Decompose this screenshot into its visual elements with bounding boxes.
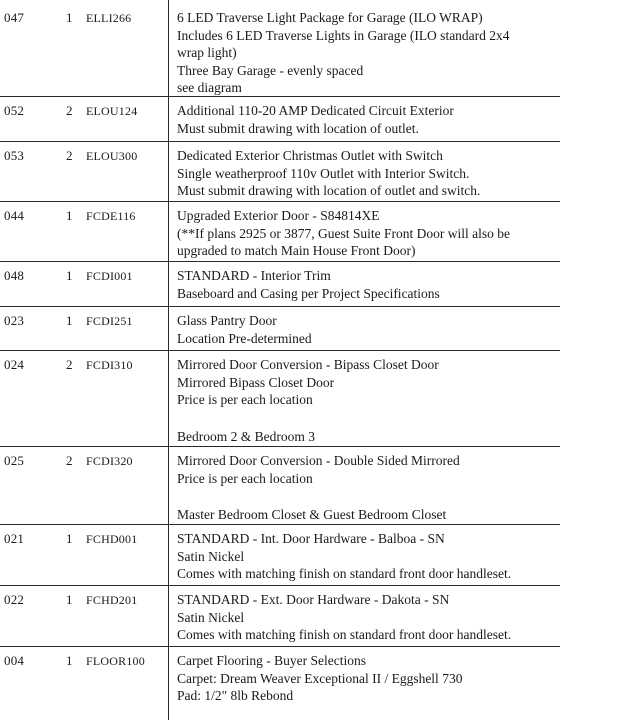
option-sku: FCDE116 [86,209,136,223]
option-title: Mirrored Door Conversion - Bipass Closet Door [177,357,439,372]
option-description [177,356,557,409]
option-sku: FCDI320 [86,454,133,468]
option-sku: ELOU300 [86,149,138,163]
option-description [177,530,557,583]
option-sku: FCHD001 [86,532,138,546]
option-description [177,312,557,347]
option-code: 047 [4,10,25,25]
option-sku: ELLI266 [86,11,132,25]
option-title: Glass Pantry Door [177,313,277,328]
option-title: 6 LED Traverse Light Package for Garage (ILO WRAP) [177,10,483,25]
option-detail-line: Three Bay Garage - evenly spaced [177,62,364,78]
option-quantity: 1 [66,653,73,668]
option-title: Dedicated Exterior Christmas Outlet with Switch [177,148,443,163]
option-detail-line: upgraded to match Main House Front Door) [177,243,416,258]
option-description [177,652,557,705]
row-divider [0,646,560,647]
option-title: STANDARD - Int. Door Hardware - Balboa - SN [177,531,445,546]
option-code: 052 [4,103,25,118]
option-quantity: 2 [66,453,73,468]
option-quantity: 2 [66,357,73,372]
option-code: 004 [4,653,25,668]
row-divider [0,446,560,447]
option-title: STANDARD - Interior Trim [177,268,331,283]
option-detail-line: Price is per each location [177,392,313,407]
option-detail-line: Comes with matching finish on standard front door handleset. [177,627,512,642]
option-quantity: 1 [66,10,73,25]
option-title: Carpet Flooring - Buyer Selections [177,653,366,668]
row-divider [0,585,560,586]
option-title: Upgraded Exterior Door - S84814XE [177,208,380,223]
row-divider [0,350,560,351]
option-code: 025 [4,453,25,468]
option-sku: FCDI251 [86,314,133,328]
option-detail-line: Satin Nickel [177,609,245,625]
option-detail-line: Baseboard and Casing per Project Specifications [177,285,440,301]
option-code: 048 [4,268,25,283]
row-divider [0,524,560,525]
option-description [177,267,557,302]
option-detail-line: Price is per each location [177,470,313,486]
option-code: 023 [4,313,25,328]
row-divider [0,261,560,262]
option-detail-line: Pad: 1/2" 8lb Rebond [177,688,294,703]
option-detail-line: Includes 6 LED Traverse Lights in Garage (ILO standard 2x4 [177,27,510,43]
option-detail-line: Location Pre-determined [177,330,312,346]
column-divider [168,0,169,720]
option-description [177,207,557,260]
option-description [177,452,557,487]
option-title: STANDARD - Ext. Door Hardware - Dakota - SN [177,592,450,607]
option-sku: FCHD201 [86,593,138,607]
option-sku: FLOOR100 [86,654,145,668]
option-code: 024 [4,357,25,372]
option-description [177,147,557,200]
option-detail-line: Single weatherproof 110v Outlet with Interior Switch. [177,165,470,181]
location-note: Master Bedroom Closet & Guest Bedroom Closet [177,507,447,522]
option-title: Additional 110-20 AMP Dedicated Circuit Exterior [177,103,454,118]
option-sku: ELOU124 [86,104,138,118]
option-sku: FCDI001 [86,269,133,283]
option-detail-line: Satin Nickel [177,548,245,564]
option-description [177,9,557,97]
option-quantity: 1 [66,313,73,328]
option-detail-line: Comes with matching finish on standard front door handleset. [177,566,512,581]
option-detail-line: Mirrored Bipass Closet Door [177,374,335,390]
option-quantity: 1 [66,592,73,607]
option-code: 044 [4,208,25,223]
row-divider [0,201,560,202]
row-divider [0,141,560,142]
option-title: Mirrored Door Conversion - Double Sided Mirrored [177,453,460,468]
option-description [177,591,557,644]
option-quantity: 2 [66,148,73,163]
option-detail-line: Must submit drawing with location of outlet. [177,120,419,136]
option-code: 053 [4,148,25,163]
option-quantity: 2 [66,103,73,118]
option-detail-line: see diagram [177,80,242,95]
option-quantity: 1 [66,531,73,546]
option-quantity: 1 [66,268,73,283]
option-quantity: 1 [66,208,73,223]
option-detail-line: wrap light) [177,45,237,60]
row-divider [0,306,560,307]
option-detail-line: Carpet: Dream Weaver Exceptional II / Eggshell 730 [177,670,463,686]
option-sku: FCDI310 [86,358,133,372]
option-detail-line: Must submit drawing with location of outlet and switch. [177,183,481,198]
option-code: 021 [4,531,25,546]
option-detail-line: (**If plans 2925 or 3877, Guest Suite Front Door will also be [177,225,510,241]
option-description [177,102,557,137]
location-note: Bedroom 2 & Bedroom 3 [177,429,315,444]
option-code: 022 [4,592,25,607]
